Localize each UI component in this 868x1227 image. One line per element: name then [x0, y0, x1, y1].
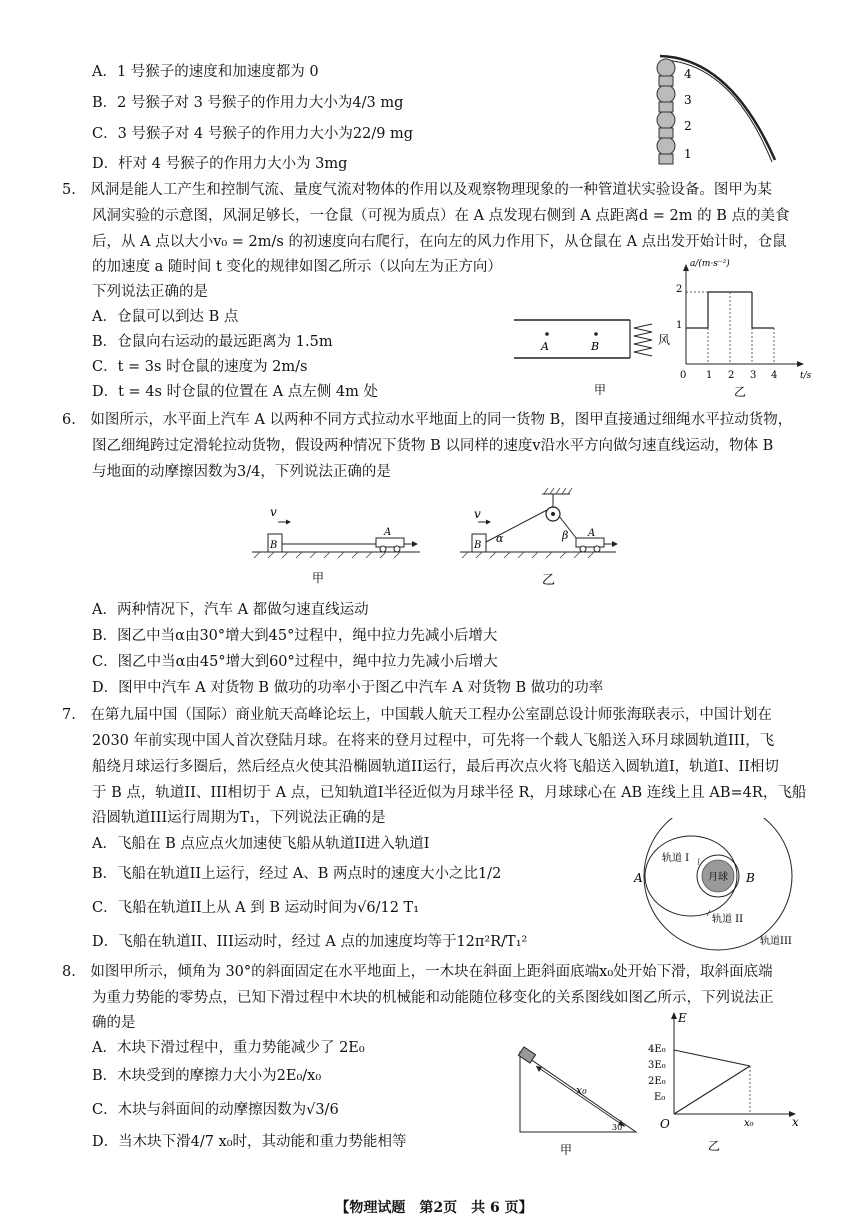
q8-jia-angle: 30°	[612, 1123, 627, 1132]
q8-yi-xlabel: x	[792, 1115, 799, 1129]
q7-option-b: B．飞船在轨道II上运行，经过 A、B 两点时的速度大小之比1/2	[92, 866, 502, 882]
q5-yi-xtick-3: 3	[750, 370, 757, 381]
q6-stem-line-2: 图乙细绳跨过定滑轮拉动货物，假设两种情况下货物 B 以同样的速度v沿水平方向做匀速直线运动，物体 B	[92, 438, 774, 454]
q7-stem-line-1: 7. 在第九届中国（国际）商业航天高峰论坛上，中国载人航天工程办公室副总设计师张海联表示，中国计划在	[62, 707, 772, 723]
q7-option-a: A．飞船在 B 点应点火加速使飞船从轨道II进入轨道I	[92, 836, 430, 852]
q6-option-c: C．图乙中当α由45°增大到60°过程中，绳中拉力先减小后增大	[92, 654, 498, 670]
q6-yi-b: B	[474, 540, 482, 551]
q5-yi-caption: 乙	[734, 385, 747, 399]
q8-option-b: B．木块受到的摩擦力大小为2E₀/x₀	[92, 1068, 322, 1084]
q5-jia-label-a: A	[541, 340, 549, 353]
q8-jia-x0: x₀	[576, 1084, 587, 1097]
q6-figure-jia	[250, 500, 430, 588]
monkey-label-4: 4	[684, 67, 692, 81]
q8-option-a: A．木块下滑过程中，重力势能减少了 2E₀	[92, 1040, 365, 1056]
q7-stem-line-3: 船绕月球运行多圈后，然后经点火使其沿椭圆轨道II运行，最后再次点火将飞船送入圆轨道I，轨道I、II相切	[92, 759, 779, 775]
q6-figure-yi	[458, 486, 628, 590]
monkey-label-1: 1	[684, 147, 692, 161]
q5-stem-line-3: 后，从 A 点以大小v₀ = 2m/s 的初速度向右爬行，在向左的风力作用下，从仓鼠在 A 点出发开始计时，仓鼠	[92, 234, 787, 250]
q7-label-b: B	[746, 871, 755, 885]
q4-option-a: A．1 号猴子的速度和加速度都为 0	[92, 64, 319, 80]
q6-yi-a: A	[588, 528, 596, 539]
q5-stem-line-5: 下列说法正确的是	[92, 284, 208, 300]
q7-stem-line-5: 沿圆轨道III运行周期为T₁，下列说法正确的是	[92, 810, 386, 826]
q5-at-graph-marks	[686, 292, 774, 364]
q5-stem-line-1: 5. 风洞是能人工产生和控制气流、量度气流对物体的作用以及观察物理现象的一种管道状实验设备。图甲为某	[62, 182, 772, 198]
q8-ex-graph-marks	[674, 1050, 750, 1114]
q8-kinetic-energy-line	[674, 1066, 750, 1114]
q8-stem-line-3: 确的是	[92, 1015, 136, 1031]
q8-yi-ytick-e0: E₀	[654, 1092, 666, 1103]
q6-yi-caption: 乙	[542, 573, 556, 588]
q4-option-b: B．2 号猴子对 3 号猴子的作用力大小为4/3 mg	[92, 95, 404, 111]
q6-stem-line-1: 6. 如图所示，水平面上汽车 A 以两种不同方式拉动水平地面上的同一货物 B，图甲直接通过细绳水平拉动货物，	[62, 412, 793, 428]
q5-option-c: C．t = 3s 时仓鼠的速度为 2m/s	[92, 359, 308, 375]
q7-label-a: A	[634, 871, 643, 885]
q4-figure-monkeys	[640, 48, 790, 168]
q8-yi-ytick-4e0: 4E₀	[648, 1044, 666, 1055]
q7-label-moon: 月球	[708, 872, 728, 883]
q8-yi-origin: O	[660, 1117, 670, 1131]
q5-stem-line-2: 风洞实验的示意图，风洞足够长，一仓鼠（可视为质点）在 A 点发现右侧到 A 点距离d = 2m 的 B 点的美食	[92, 208, 790, 224]
q6-yi-alpha: α	[496, 532, 504, 545]
q5-yi-xtick-2: 2	[728, 370, 735, 381]
q7-figure-orbits	[630, 818, 830, 953]
q8-stem-line-2: 为重力势能的零势点，已知下滑过程中木块的机械能和动能随位移变化的关系图线如图乙所示，下列说法正	[92, 990, 774, 1006]
q6-jia-v: v	[270, 505, 277, 519]
q6-yi-beta: β	[562, 529, 569, 542]
q7-stem-line-2: 2030 年前实现中国人首次登陆月球。在将来的登月过程中，可先将一个载人飞船送入环月球圆轨道III，飞	[92, 733, 775, 749]
q4-option-c: C．3 号猴子对 4 号猴子的作用力大小为22/9 mg	[92, 126, 414, 142]
q8-option-c: C．木块与斜面间的动摩擦因数为√3/6	[92, 1102, 339, 1118]
q8-yi-ytick-2e0: 2E₀	[648, 1076, 666, 1087]
monkey-label-2: 2	[684, 119, 692, 133]
q7-label-orbit1: 轨道 I	[662, 853, 690, 864]
q5-yi-ylabel: a/(m·s⁻²)	[690, 259, 730, 269]
q5-jia-label-wind: 风	[658, 333, 671, 347]
q5-yi-ytick-2: 2	[676, 284, 683, 295]
q5-option-b: B．仓鼠向右运动的最远距离为 1.5m	[92, 334, 333, 350]
q5-figure-wind-tunnel	[512, 312, 692, 402]
q7-option-d: D．飞船在轨道II、III运动时，经过 A 点的加速度均等于12π²R/T₁²	[92, 934, 528, 950]
q4-option-d: D．杆对 4 号猴子的作用力大小为 3mg	[92, 156, 348, 172]
q8-yi-xtick-x0: x₀	[744, 1118, 754, 1129]
q8-figure-e-x-graph	[644, 1006, 809, 1158]
q5-option-a: A．仓鼠可以到达 B 点	[92, 309, 239, 325]
q7-stem-line-4: 于 B 点，轨道II、III相切于 A 点，已知轨道I半径近似为月球半径 R，月球球心在 AB 连线上且 AB=4R，飞船	[92, 785, 807, 801]
q6-option-b: B．图乙中当α由30°增大到45°过程中，绳中拉力先减小后增大	[92, 628, 498, 644]
q8-jia-caption: 甲	[560, 1143, 573, 1157]
q6-option-d: D．图甲中汽车 A 对货物 B 做功的功率小于图乙中汽车 A 对货物 B 做功的功率	[92, 680, 604, 696]
q8-yi-caption: 乙	[708, 1139, 721, 1153]
q6-stem-line-3: 与地面的动摩擦因数为3/4，下列说法正确的是	[92, 464, 391, 480]
q5-yi-ytick-1: 1	[676, 320, 683, 331]
q8-yi-ytick-3e0: 3E₀	[648, 1060, 666, 1071]
q5-jia-label-b: B	[591, 340, 600, 353]
q6-jia-a: A	[384, 527, 392, 538]
q5-yi-xlabel: t/s	[800, 371, 812, 381]
q5-yi-xtick-4: 4	[771, 370, 778, 381]
q5-yi-xtick-0: 0	[680, 370, 687, 381]
monkey-label-3: 3	[684, 93, 692, 107]
q8-stem-line-1: 8. 如图甲所示，倾角为 30°的斜面固定在水平地面上，一木块在斜面上距斜面底端x₀处开始下滑，取斜面底端	[62, 964, 773, 980]
q6-jia-b: B	[270, 540, 278, 551]
q5-stem-line-4: 的加速度 a 随时间 t 变化的规律如图乙所示（以向左为正方向）	[92, 259, 502, 275]
q6-yi-v: v	[474, 507, 481, 521]
q5-option-d: D．t = 4s 时仓鼠的位置在 A 点左侧 4m 处	[92, 384, 378, 400]
q5-figure-a-t-graph	[676, 254, 816, 402]
q6-option-a: A．两种情况下，汽车 A 都做匀速直线运动	[92, 602, 369, 618]
q7-option-c: C．飞船在轨道II上从 A 到 B 运动时间为√6/12 T₁	[92, 900, 420, 916]
q5-jia-caption: 甲	[594, 383, 607, 397]
q8-mechanical-energy-line	[674, 1050, 750, 1066]
monkey-stack	[657, 59, 675, 164]
q8-option-d: D．当木块下滑4/7 x₀时，其动能和重力势能相等	[92, 1134, 407, 1150]
page-footer: 【物理试题 第2页 共 6 页】	[335, 1200, 533, 1216]
q8-yi-ylabel: E	[678, 1011, 687, 1025]
q7-label-orbit2: 轨道 II	[712, 914, 744, 925]
q6-jia-caption: 甲	[312, 571, 325, 585]
q7-label-orbit3: 轨道III	[760, 936, 792, 947]
q5-yi-xtick-1: 1	[706, 370, 713, 381]
q8-figure-incline	[512, 1042, 642, 1160]
